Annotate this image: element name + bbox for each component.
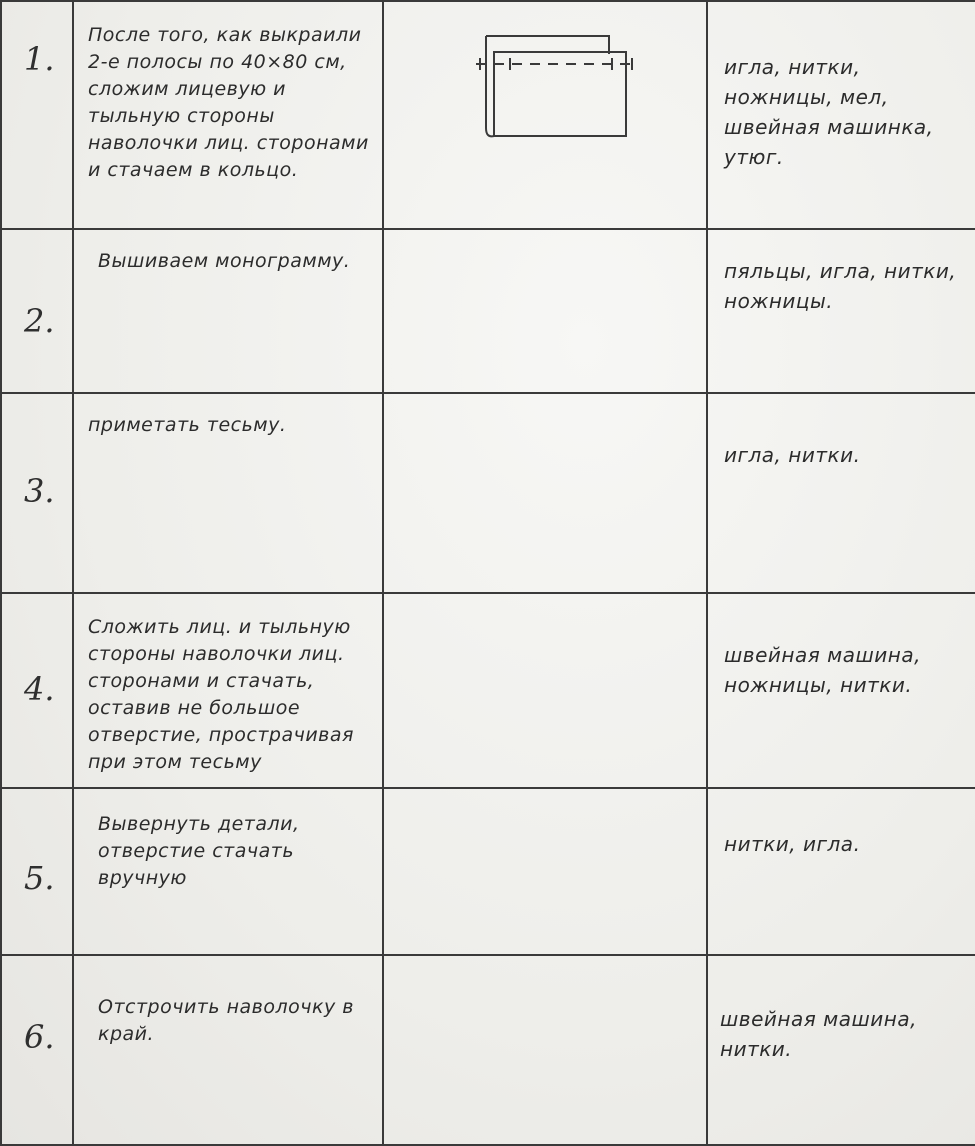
fabric-fold-sketch [384, 2, 708, 230]
table-row [1, 788, 975, 955]
step-number-cell [1, 229, 73, 393]
step-number-cell [1, 788, 73, 955]
table-row [1, 229, 975, 393]
operation-cell [73, 788, 383, 955]
operation-text: После того, как выкраили 2-е полосы по 40×80 см, сложим лицевую и тыльную стороны наволочки лиц. сторонами и стачаем в кольцо. [88, 24, 369, 181]
tools-text: нитки, игла. [724, 832, 861, 856]
step-number: 5. [24, 859, 55, 897]
tools-cell [707, 229, 975, 393]
sketch-cell [383, 788, 707, 955]
step-number: 2. [24, 302, 55, 340]
tools-text: игла, нитки, ножницы, мел, швейная машинка, утюг. [724, 55, 934, 169]
tools-cell [707, 955, 975, 1145]
table-row [1, 593, 975, 788]
step-number-cell [1, 955, 73, 1145]
tools-text: пяльцы, игла, нитки, ножницы. [724, 259, 957, 313]
tools-text: швейная машина, ножницы, нитки. [724, 643, 921, 697]
operation-text: Вывернуть детали, отверстие стачать вручную [98, 813, 300, 889]
tools-text: игла, нитки. [724, 443, 861, 467]
operation-cell [73, 593, 383, 788]
tools-cell [707, 1, 975, 229]
operation-text: Отстрочить наволочку в край. [98, 996, 354, 1045]
operation-cell [73, 229, 383, 393]
step-number: 1. [24, 40, 55, 78]
operation-text: приметать тесьму. [88, 414, 287, 436]
step-number-cell [1, 593, 73, 788]
operation-cell [73, 393, 383, 593]
step-number: 4. [24, 670, 55, 708]
tools-cell [707, 788, 975, 955]
operation-text: Сложить лиц. и тыльную стороны наволочки лиц. сторонами и стачать, оставив не большое отверстие, прострачивая при этом тесьму [88, 616, 354, 773]
sketch-cell [383, 1, 707, 229]
table-row [1, 1, 975, 229]
operation-cell [73, 955, 383, 1145]
tools-cell [707, 593, 975, 788]
table-row [1, 955, 975, 1145]
step-number: 3. [24, 472, 55, 510]
step-number-cell [1, 1, 73, 229]
operation-text: Вышиваем монограмму. [98, 250, 351, 272]
sketch-cell [383, 393, 707, 593]
step-number-cell [1, 393, 73, 593]
table-row [1, 393, 975, 593]
step-number: 6. [24, 1018, 55, 1056]
tools-cell [707, 393, 975, 593]
operation-cell [73, 1, 383, 229]
sketch-cell [383, 229, 707, 393]
sketch-cell [383, 593, 707, 788]
sketch-cell [383, 955, 707, 1145]
tools-text: швейная машина, нитки. [720, 1007, 917, 1061]
